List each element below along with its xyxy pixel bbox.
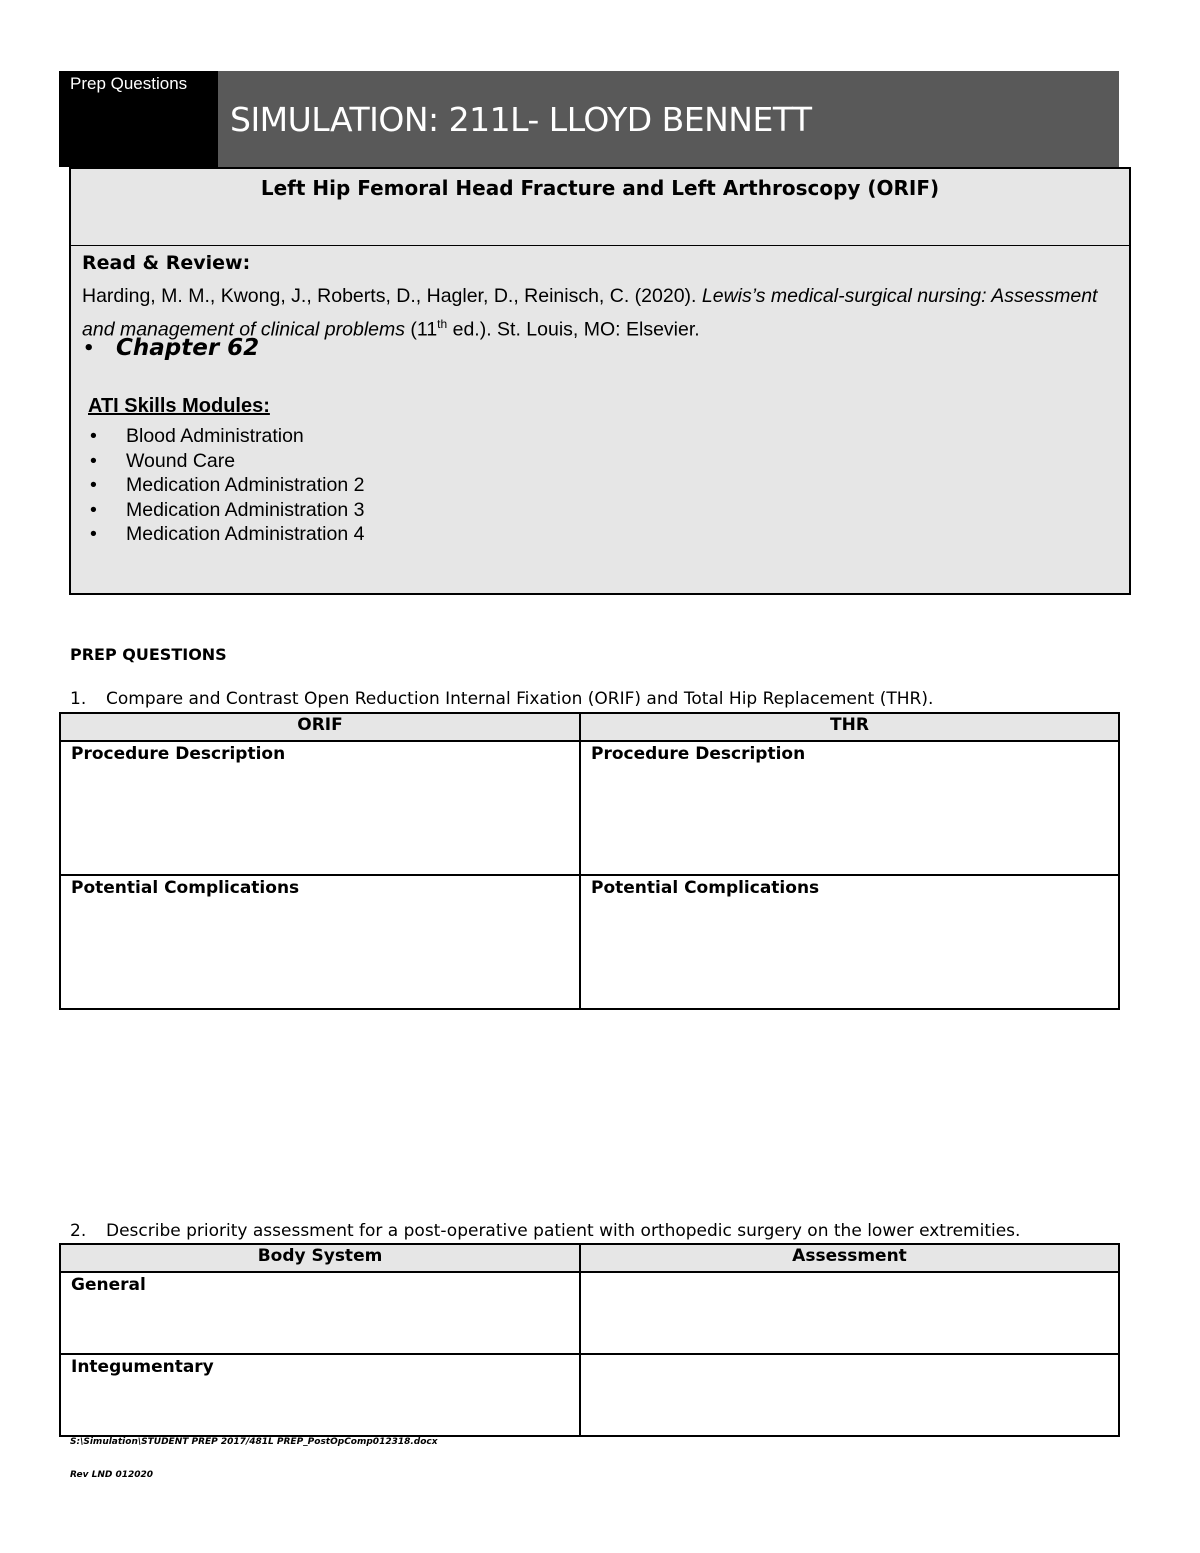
citation-publisher: ed.). St. Louis, MO: Elsevier. — [447, 318, 700, 341]
footer-file-path: S:\Simulation\STUDENT PREP 2017/481L PREP_PostOpComp012318.docx — [70, 1437, 438, 1447]
list-item — [88, 499, 364, 524]
answer-cell[interactable]: Procedure Description — [580, 741, 1119, 875]
orif-thr-table — [59, 712, 1120, 1010]
column-header: ORIF — [60, 713, 580, 741]
body-system-cell: General — [60, 1272, 580, 1354]
answer-cell[interactable] — [580, 1354, 1119, 1436]
skill-label: Medication Administration 3 — [126, 498, 365, 521]
question-number: 2. — [70, 1221, 87, 1241]
question-number: 1. — [70, 689, 87, 709]
case-title: Left Hip Femoral Head Fracture and Left Arthroscopy (ORIF) — [260, 176, 940, 200]
section-heading: PREP QUESTIONS — [70, 645, 227, 664]
list-item — [88, 450, 364, 475]
column-header: Assessment — [580, 1244, 1119, 1272]
citation-edition-suffix: th — [437, 317, 448, 331]
skill-label: Medication Administration 2 — [126, 474, 365, 496]
ati-skills-list — [88, 425, 364, 548]
citation-book-title: Lewis’s medical-surgical nursing: Assessment and management of clinical problems — [82, 285, 1098, 341]
chapter-reference: Chapter 62 — [116, 335, 260, 361]
bullet-icon: • — [90, 523, 97, 545]
info-divider — [69, 245, 1131, 246]
skill-label: Blood Administration — [126, 425, 304, 447]
read-review-label: Read & Review: — [82, 252, 251, 274]
skill-label: Wound Care — [126, 449, 236, 472]
answer-cell[interactable]: Potential Complications — [580, 875, 1119, 1009]
table-header-row — [60, 1244, 1119, 1272]
bullet-icon: • — [90, 474, 97, 496]
question-1 — [70, 689, 933, 709]
list-item — [88, 425, 364, 450]
header-label: Prep Questions — [70, 74, 188, 93]
bullet-icon: • — [83, 338, 95, 359]
answer-cell[interactable] — [580, 1272, 1119, 1354]
table-row — [60, 1272, 1119, 1354]
page-title: SIMULATION: 211L- LLOYD BENNETT — [230, 100, 812, 139]
footer-revision: Rev LND 012020 — [70, 1470, 154, 1480]
body-system-cell: Integumentary — [60, 1354, 580, 1436]
bullet-icon: • — [90, 498, 97, 521]
citation-edition-prefix: (11 — [405, 318, 438, 341]
column-header: Body System — [60, 1244, 580, 1272]
assessment-table — [59, 1243, 1120, 1437]
bullet-icon: • — [90, 425, 97, 447]
list-item — [88, 523, 364, 548]
skill-label: Medication Administration 4 — [126, 523, 365, 545]
citation-authors: Harding, M. M., Kwong, J., Roberts, D., Hagler, D., Reinisch, C. (2020). — [82, 285, 702, 307]
bullet-icon: • — [90, 449, 97, 472]
question-text: Describe priority assessment for a post-operative patient with orthopedic surgery on the lower extremities. — [106, 1221, 1021, 1241]
answer-cell[interactable]: Potential Complications — [60, 875, 580, 1009]
table-header-row — [60, 713, 1119, 741]
ati-skills-label: ATI Skills Modules: — [88, 395, 270, 417]
question-text: Compare and Contrast Open Reduction Internal Fixation (ORIF) and Total Hip Replacement (THR). — [106, 689, 934, 709]
question-2 — [70, 1221, 1020, 1241]
answer-cell[interactable]: Procedure Description — [60, 741, 580, 875]
table-row — [60, 1354, 1119, 1436]
column-header: THR — [580, 713, 1119, 741]
table-row — [60, 875, 1119, 1009]
table-row — [60, 741, 1119, 875]
list-item — [88, 474, 364, 499]
